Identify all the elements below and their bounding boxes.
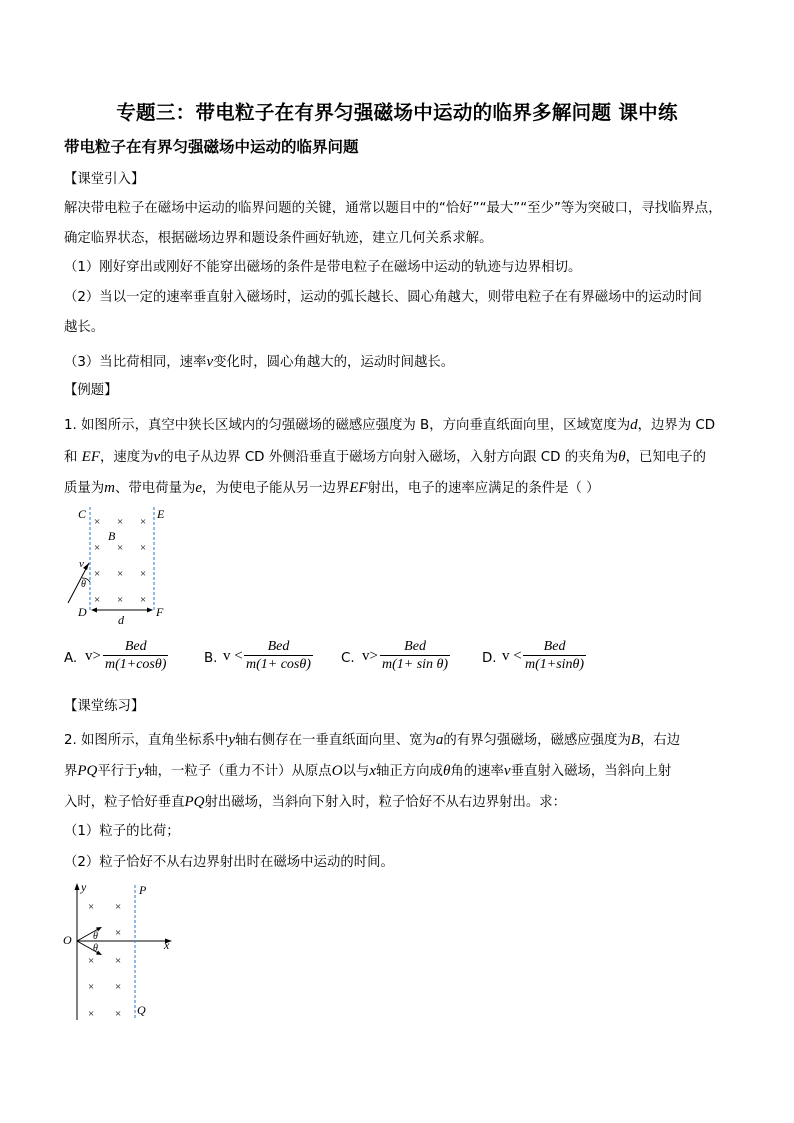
svg-text:×: × bbox=[115, 927, 122, 939]
label-theta-down: θ bbox=[93, 943, 98, 954]
svg-text:×: × bbox=[94, 568, 101, 580]
option-d-fraction: Bed m(1+sinθ) bbox=[525, 639, 585, 672]
label-O: O bbox=[63, 933, 72, 947]
q1-line1: 1. 如图所示，真空中狭长区域内的匀强磁场的磁感应强度为 B，方向垂直纸面向里，区域宽度为d，边界为 CD bbox=[64, 417, 716, 433]
svg-text:×: × bbox=[117, 516, 124, 528]
svg-text:×: × bbox=[88, 955, 95, 967]
label-y: y bbox=[81, 880, 87, 894]
label-d: d bbox=[118, 613, 124, 627]
figure-magnetic-strip bbox=[60, 503, 180, 628]
label-P: P bbox=[139, 883, 147, 897]
intro-p4: （3）当比荷相同，速率v变化时，圆心角越大的，运动时间越长。 bbox=[64, 354, 455, 370]
section-heading: 带电粒子在有界匀强磁场中运动的临界问题 bbox=[64, 138, 359, 156]
svg-text:×: × bbox=[115, 955, 122, 967]
label-D: D bbox=[78, 605, 87, 619]
q1-line2: 和 EF，速度为v的电子从边界 CD 外侧沿垂直于磁场方向射入磁场，入射方向跟 CD 的夹角为θ，已知电子的 bbox=[64, 449, 707, 465]
svg-text:×: × bbox=[117, 594, 124, 606]
label-Q: Q bbox=[137, 1003, 146, 1017]
figure-coordinate-field bbox=[60, 880, 185, 1025]
q2-line1: 2. 如图所示，直角坐标系中y轴右侧存在一垂直纸面向里、宽为a的有界匀强磁场，磁感应强度为B，右边 bbox=[64, 732, 681, 748]
q2-sub2: （2）粒子恰好不从右边界射出时在磁场中运动的时间。 bbox=[64, 855, 394, 870]
option-b-fraction: Bed m(1+ cosθ) bbox=[246, 639, 311, 672]
intro-p1-line1: 解决带电粒子在磁场中运动的临界问题的关键，通常以题目中的“恰好”“最大”“至少”等为突破口，寻找临界点， bbox=[64, 201, 722, 216]
field-crosses bbox=[94, 516, 146, 606]
label-theta: θ bbox=[81, 579, 86, 590]
q2-sub1: （1）粒子的比荷； bbox=[64, 824, 180, 839]
svg-text:×: × bbox=[140, 568, 147, 580]
field-crosses bbox=[88, 901, 121, 1020]
svg-text:×: × bbox=[88, 901, 95, 913]
intro-p1-line2: 确定临界状态，根据磁场边界和题设条件画好轨迹，建立几何关系求解。 bbox=[64, 231, 493, 246]
label-x: x bbox=[164, 938, 170, 952]
label-E: E bbox=[157, 507, 165, 521]
label-B: B bbox=[108, 529, 116, 543]
svg-text:×: × bbox=[115, 1008, 122, 1020]
svg-text:×: × bbox=[117, 542, 124, 554]
label-F: F bbox=[156, 605, 164, 619]
label-v: v bbox=[79, 558, 84, 570]
option-a-fraction: Bed m(1+cosθ) bbox=[105, 639, 167, 672]
svg-text:×: × bbox=[140, 594, 147, 606]
label-theta-up: θ bbox=[93, 931, 98, 942]
svg-text:×: × bbox=[115, 981, 122, 993]
example-label: 【例题】 bbox=[64, 383, 118, 398]
svg-text:×: × bbox=[140, 542, 147, 554]
velocity-arrowhead bbox=[83, 563, 89, 570]
intro-p3-line1: （2）当以一定的速率垂直射入磁场时，运动的弧长越长、圆心角越大，则带电粒子在有界磁场中的运动时间 bbox=[64, 290, 702, 305]
svg-text:×: × bbox=[94, 594, 101, 606]
option-c-fraction: Bed m(1+ sin θ) bbox=[382, 639, 449, 672]
svg-text:×: × bbox=[117, 568, 124, 580]
q2-line2: 界PQ平行于y轴，一粒子（重力不计）从原点O以与x轴正方向成θ角的速率v垂直射入磁场，当斜向上射 bbox=[64, 763, 672, 779]
svg-text:×: × bbox=[88, 1008, 95, 1020]
svg-text:×: × bbox=[88, 981, 95, 993]
svg-text:×: × bbox=[94, 542, 101, 554]
q2-line3: 入时，粒子恰好垂直PQ射出磁场，当斜向下射入时，粒子恰好不从右边界射出。求： bbox=[64, 794, 567, 810]
svg-text:×: × bbox=[115, 901, 122, 913]
practice-label: 【课堂练习】 bbox=[64, 699, 145, 714]
intro-label: 【课堂引入】 bbox=[64, 172, 145, 187]
q1-line3: 质量为m、带电荷量为e，为使电子能从另一边界EF射出，电子的速率应满足的条件是（ ） bbox=[64, 480, 600, 496]
svg-text:×: × bbox=[94, 516, 101, 528]
page-title: 专题三：带电粒子在有界匀强磁场中运动的临界多解问题 课中练 bbox=[116, 101, 678, 124]
svg-text:×: × bbox=[140, 516, 147, 528]
intro-p3-line2: 越长。 bbox=[64, 320, 105, 335]
intro-p2: （1）刚好穿出或刚好不能穿出磁场的条件是带电粒子在磁场中运动的轨迹与边界相切。 bbox=[64, 260, 582, 275]
label-C: C bbox=[78, 507, 87, 521]
